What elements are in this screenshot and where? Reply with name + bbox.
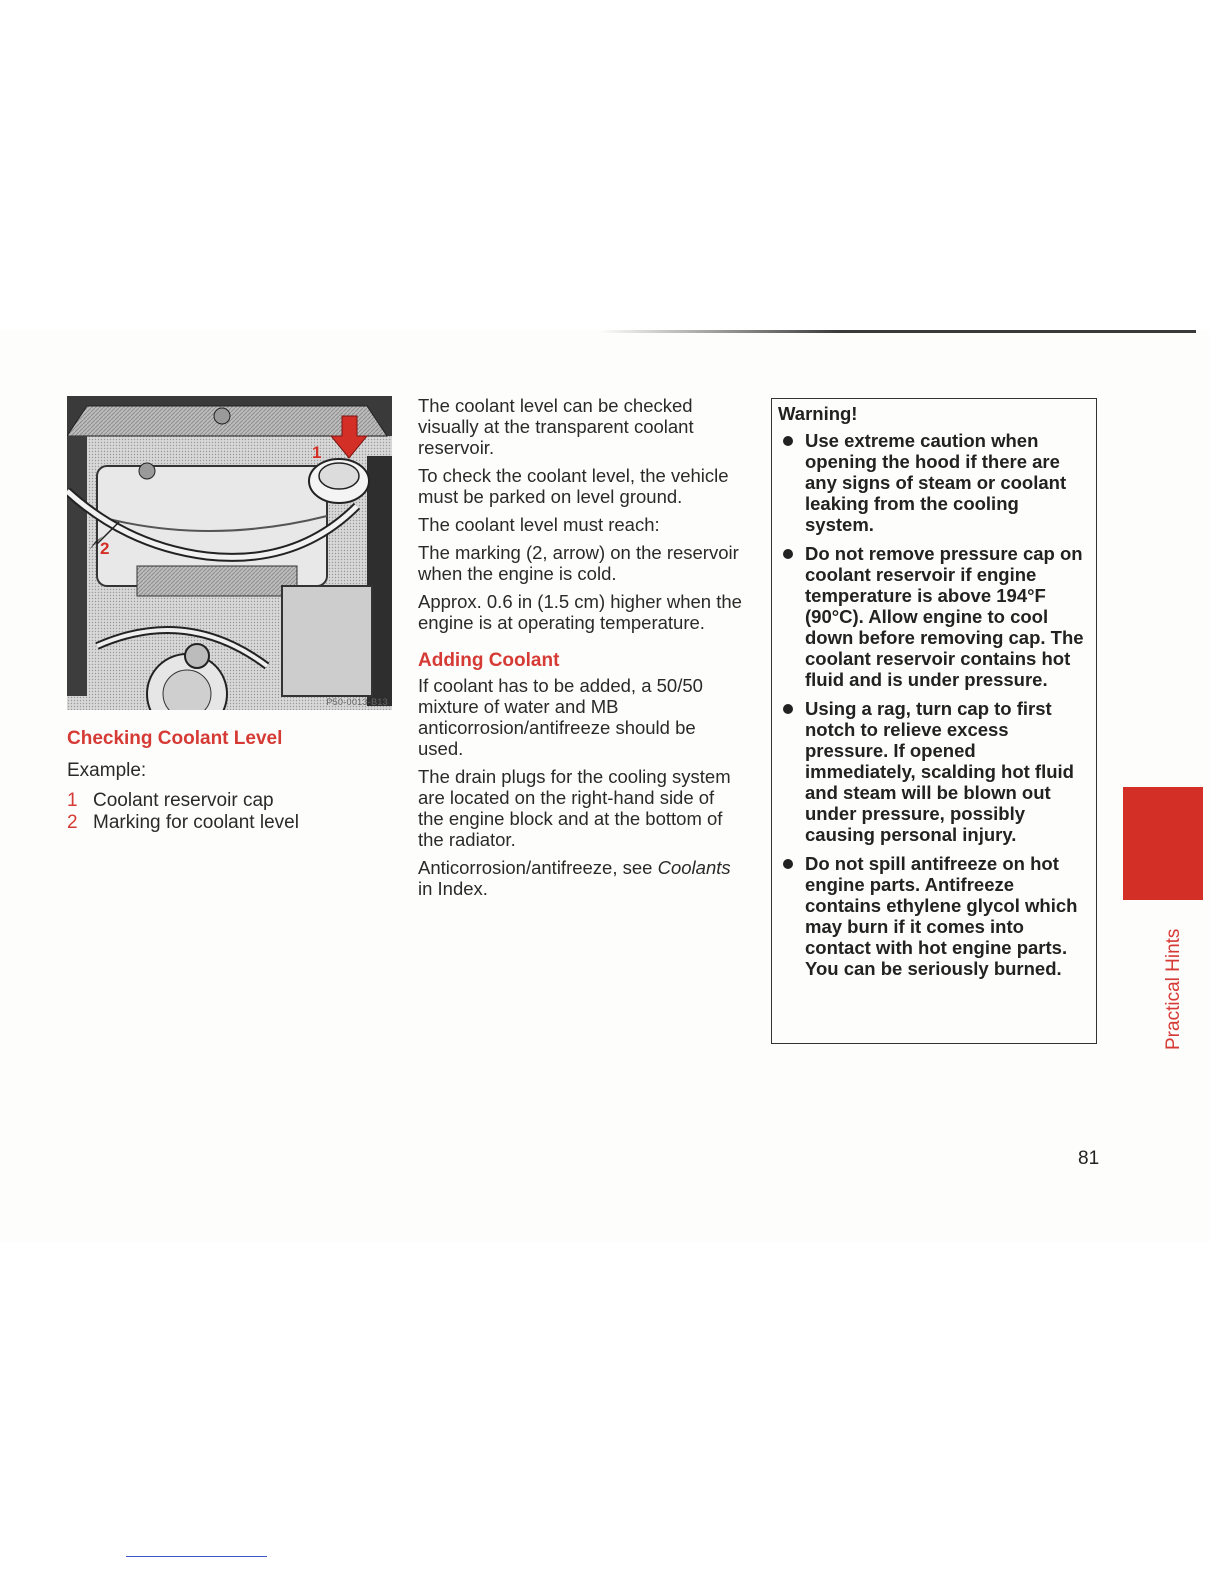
figure-legend xyxy=(67,790,299,834)
bullet-icon xyxy=(783,436,793,446)
section-tab-label: Practical Hints xyxy=(1163,928,1184,1050)
header-rule xyxy=(600,330,1196,333)
legend-item xyxy=(67,812,299,834)
warning-item xyxy=(778,430,1090,535)
caption-title: Checking Coolant Level xyxy=(67,728,283,749)
page-number: 81 xyxy=(1078,1148,1100,1169)
warning-box xyxy=(771,398,1097,1044)
body-paragraph: The marking (2, arrow) on the reservoir when the engine is cold. xyxy=(418,542,739,584)
warning-item xyxy=(778,543,1090,690)
reference-term: Coolants xyxy=(657,857,731,878)
caption-example: Example: xyxy=(67,760,147,781)
legend-item xyxy=(67,790,299,812)
warning-text: Do not spill antifreeze on hot engine parts. Antifreeze contains ethylene glycol which may burn if it comes into contact with hot engine parts. You can be seriously burned. xyxy=(805,853,1078,979)
warning-title: Warning! xyxy=(778,403,858,424)
bullet-icon xyxy=(783,549,793,559)
body-paragraph: The coolant level can be checked visually at the transparent coolant reservoir. xyxy=(418,395,694,458)
warning-text: Do not remove pressure cap on coolant reservoir if engine temperature is above 194°F (90°C). Allow engine to cool down before removing cap. The coolant reservoir contains hot fluid and is under pressure. xyxy=(805,543,1084,690)
body-paragraph: The coolant level must reach: xyxy=(418,514,660,535)
warning-text: Using a rag, turn cap to first notch to relieve excess pressure. If opened immediately, scalding hot fluid and steam will be blown out under pressure, possibly causing personal injury. xyxy=(805,698,1074,845)
figure-code: P50-0013-B13 xyxy=(326,697,388,707)
warning-item xyxy=(778,698,1090,845)
index-reference xyxy=(418,857,744,899)
body-paragraph: The drain plugs for the cooling system are located on the right-hand side of the engine block and at the bottom of the radiator. xyxy=(418,766,731,850)
engine-illustration xyxy=(67,396,392,710)
bottom-rule xyxy=(126,1556,267,1557)
reference-prefix: Anticorrosion/antifreeze, see xyxy=(418,857,658,878)
figure-callout-1: 1 xyxy=(312,443,322,462)
adding-coolant-heading: Adding Coolant xyxy=(418,650,560,671)
section-tab xyxy=(1123,787,1203,900)
bullet-icon xyxy=(783,859,793,869)
warning-list xyxy=(778,430,1090,979)
legend-number: 1 xyxy=(67,790,78,811)
body-paragraph: If coolant has to be added, a 50/50 mixture of water and MB anticorrosion/antifreeze should be used. xyxy=(418,675,703,759)
legend-number: 2 xyxy=(67,812,78,833)
main-text-column xyxy=(418,395,744,906)
bullet-icon xyxy=(783,704,793,714)
body-paragraph: Approx. 0.6 in (1.5 cm) higher when the engine is at operating temperature. xyxy=(418,591,742,633)
warning-text: Use extreme caution when opening the hood if there are any signs of steam or coolant leaking from the cooling system. xyxy=(805,430,1067,535)
figure-callout-2: 2 xyxy=(100,539,110,558)
legend-text: Marking for coolant level xyxy=(93,812,299,833)
legend-text: Coolant reservoir cap xyxy=(93,790,274,811)
body-paragraph: To check the coolant level, the vehicle must be parked on level ground. xyxy=(418,465,729,507)
engine-drawing xyxy=(67,396,392,710)
warning-item xyxy=(778,853,1090,979)
reference-suffix: in Index. xyxy=(418,878,488,899)
